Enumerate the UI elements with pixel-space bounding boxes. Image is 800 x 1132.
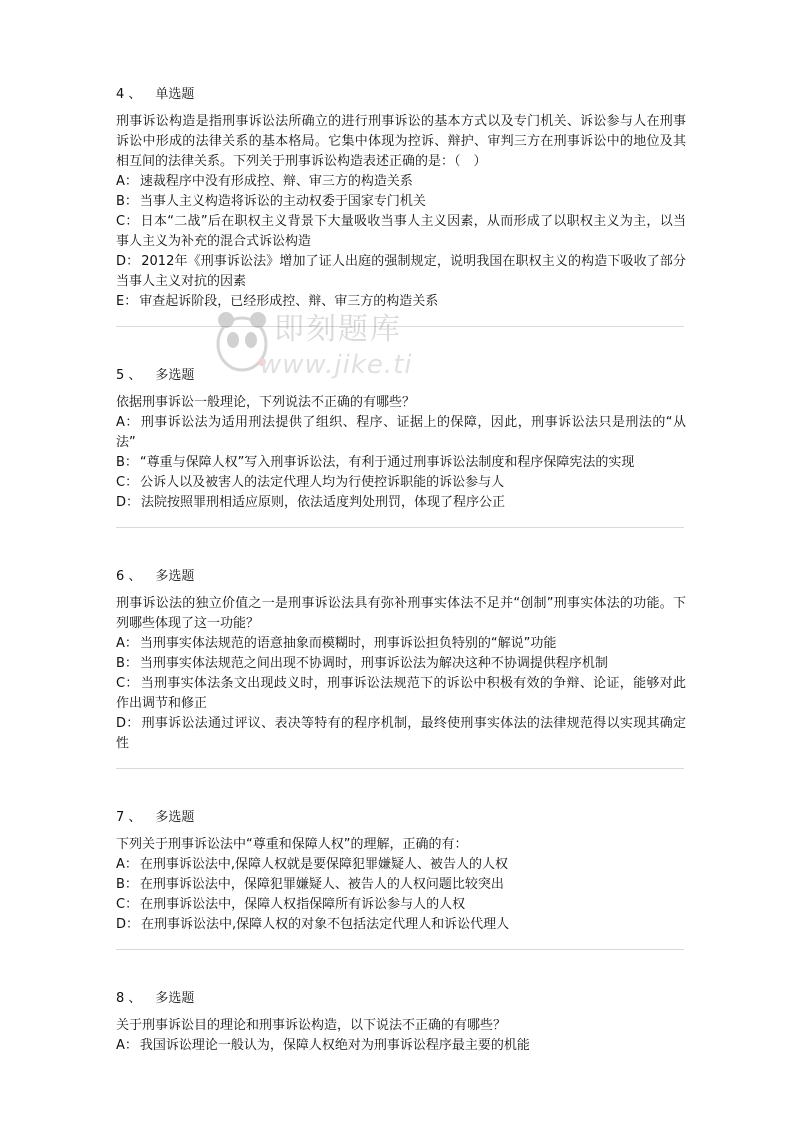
- question-type: 单选题: [155, 87, 195, 102]
- option-a: A： 刑事诉讼法为适用刑法提供了组织、程序、证据上的保障，因此，刑事诉讼法只是刑法的“从法”: [116, 415, 686, 450]
- divider: [116, 768, 684, 769]
- option-d: D： 2012年《刑事诉讼法》增加了证人出庭的强制规定，说明我国在职权主义的构造下吸收了部分当事人主义对抗的因素: [116, 254, 686, 289]
- option-a: A： 在刑事诉讼法中,保障人权就是要保障犯罪嫌疑人、被告人的人权: [116, 857, 509, 872]
- option-c: C： 公诉人以及被害人的法定代理人均为行使控诉职能的诉讼参与人: [116, 475, 505, 490]
- option-a: A： 我国诉讼理论一般认为，保障人权绝对为刑事诉讼程序最主要的机能: [116, 1038, 530, 1053]
- question-stem: 关于刑事诉讼目的理论和刑事诉讼构造，以下说法不正确的有哪些？: [116, 1018, 507, 1033]
- watermark-url: www.jike.ti: [260, 350, 413, 380]
- question-type: 多选题: [155, 569, 195, 584]
- question-number: 7 、: [116, 810, 142, 825]
- question-number: 5 、: [116, 368, 142, 383]
- divider: [116, 326, 684, 327]
- question-type: 多选题: [155, 368, 195, 383]
- question-header: [116, 365, 686, 387]
- question-stem: 刑事诉讼法的独立价值之一是刑事诉讼法具有弥补刑事实体法不足并“创制”刑事实体法的功能。下列哪些体现了这一功能？: [116, 596, 686, 631]
- question-header: [116, 566, 686, 588]
- question-7: [116, 807, 686, 935]
- divider: [116, 949, 684, 950]
- question-stem: 下列关于刑事诉讼法中“尊重和保障人权”的理解，正确的有：: [116, 837, 468, 852]
- question-header: [116, 807, 686, 829]
- option-a: A： 速裁程序中没有形成控、辩、审三方的构造关系: [116, 174, 413, 189]
- option-b: B： “尊重与保障人权”写入刑事诉讼法，有利于通过刑事诉讼法制度和程序保障宪法的实现: [116, 455, 635, 470]
- question-type: 多选题: [155, 991, 195, 1006]
- question-number: 8 、: [116, 991, 142, 1006]
- option-c: C： 当刑事实体法条文出现歧义时，刑事诉讼法规范下的诉讼中积极有效的争辩、论证，能够对此作出调节和修正: [116, 676, 686, 711]
- question-type: 多选题: [155, 810, 195, 825]
- question-header: [116, 988, 686, 1010]
- option-d: D： 法院按照罪刑相适应原则，依法适度判处刑罚，体现了程序公正: [116, 495, 506, 510]
- question-4: [116, 84, 686, 312]
- option-b: B： 在刑事诉讼法中，保障犯罪嫌疑人、被告人的人权问题比较突出: [116, 877, 504, 892]
- option-b: B： 当事人主义构造将诉讼的主动权委于国家专门机关: [116, 194, 426, 209]
- option-e: E： 审查起诉阶段，已经形成控、辩、审三方的构造关系: [116, 294, 439, 309]
- question-8: [116, 988, 686, 1056]
- option-b: B： 当刑事实体法规范之间出现不协调时，刑事诉讼法为解决这种不协调提供程序机制: [116, 656, 608, 671]
- divider: [116, 527, 684, 528]
- question-number: 4 、: [116, 87, 142, 102]
- option-c: C： 在刑事诉讼法中，保障人权指保障所有诉讼参与人的人权: [116, 897, 466, 912]
- watermark-text: 即刻题库: [274, 312, 402, 347]
- question-number: 6 、: [116, 569, 142, 584]
- question-header: [116, 84, 686, 106]
- option-d: D： 刑事诉讼法通过评议、表决等特有的程序机制，最终使刑事实体法的法律规范得以实现其确定性: [116, 716, 686, 751]
- question-6: [116, 566, 686, 754]
- option-a: A： 当刑事实体法规范的语意抽象而模糊时，刑事诉讼担负特别的“解说”功能: [116, 636, 557, 651]
- question-list: [116, 84, 686, 1056]
- question-5: [116, 365, 686, 513]
- question-stem: 依据刑事诉讼一般理论，下列说法不正确的有哪些？: [116, 395, 416, 410]
- option-d: D： 在刑事诉讼法中,保障人权的对象不包括法定代理人和诉讼代理人: [116, 917, 510, 932]
- option-c: C： 日本“二战”后在职权主义背景下大量吸收当事人主义因素，从而形成了以职权主义为主，以当事人主义为补充的混合式诉讼构造: [116, 214, 686, 249]
- question-stem: 刑事诉讼构造是指刑事诉讼法所确立的进行刑事诉讼的基本方式以及专门机关、诉讼参与人在刑事诉讼中形成的法律关系的基本格局。它集中体现为控诉、辩护、审判三方在刑事诉讼中的地位及其相互间的法律关系。下列关于刑事诉讼构造表述正确的是：（ ）: [116, 114, 686, 169]
